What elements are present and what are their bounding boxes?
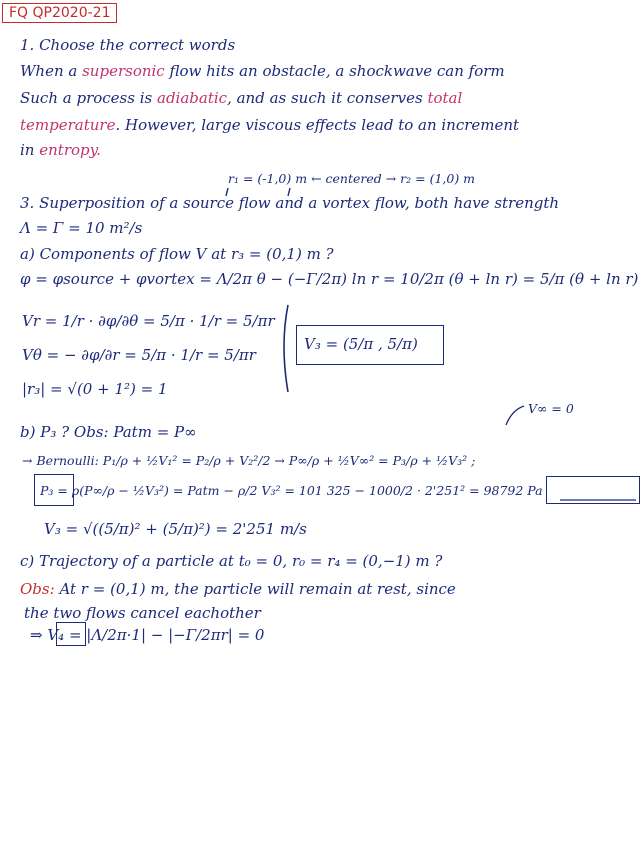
q1-answer-entropy: entropy. bbox=[39, 141, 101, 159]
part-a-title: a) Components of flow V at r₃ = (0,1) m ? bbox=[20, 245, 334, 263]
v3-result: V₃ = (5/π , 5/π) bbox=[304, 335, 418, 353]
r3-magnitude: |r₃| = √(0 + 1²) = 1 bbox=[22, 380, 168, 398]
underline-stroke bbox=[226, 188, 228, 196]
bracket-stroke bbox=[284, 305, 288, 392]
q3-centers: r₁ = (-1,0) m ← centered → r₂ = (1,0) m bbox=[228, 171, 476, 186]
q3-heading: 3. Superposition of a source flow and a vortex flow, both have strength bbox=[20, 194, 560, 212]
phi-equation: φ = φsource + φvortex = Λ/2π θ − (−Γ/2π) ln r = 10/2π (θ + ln r) = 5/π (θ + ln r) bbox=[20, 270, 639, 288]
bernoulli-equation: → Bernoulli: P₁/ρ + ½V₁² = P₂/ρ + V₂²/2 → P∞/ρ + ½V∞² = P₃/ρ + ½V₃² ; bbox=[22, 453, 476, 468]
q1-text: Such a process is bbox=[20, 89, 153, 107]
vr-equation: Vr = 1/r · ∂φ/∂θ = 5/π · 1/r = 5/πr bbox=[22, 312, 275, 330]
q1-answer-adiabatic: adiabatic bbox=[157, 89, 228, 107]
q1-answer-temperature: temperature bbox=[20, 116, 116, 134]
q1-heading: 1. Choose the correct words bbox=[20, 36, 236, 54]
obs-text: At r = (0,1) m, the particle will remain at rest, since bbox=[59, 580, 456, 598]
part-b-title: b) P₃ ? Obs: Patm = P∞ bbox=[20, 423, 197, 441]
q1-answer-supersonic: supersonic bbox=[82, 62, 165, 80]
q1-answer-total: total bbox=[427, 89, 463, 107]
q1-text: in bbox=[20, 141, 35, 159]
v4-equation: ⇒ V₄ = |Λ/2π·1| − |−Γ/2πr| = 0 bbox=[30, 626, 265, 644]
vinf-note: V∞ = 0 bbox=[528, 401, 574, 416]
q1-text: flow hits an obstacle, a shockwave can form bbox=[169, 62, 505, 80]
q1-text: , and as such it conserves bbox=[227, 89, 423, 107]
underline-stroke bbox=[288, 188, 290, 196]
document-tag: FQ QP2020-21 bbox=[2, 3, 117, 23]
part-c-title: c) Trajectory of a particle at t₀ = 0, r₀ = r₄ = (0,−1) m ? bbox=[20, 552, 443, 570]
observation-line-2: the two flows cancel eachother bbox=[24, 604, 261, 622]
v3-magnitude: V₃ = √((5/π)² + (5/π)²) = 2'251 m/s bbox=[44, 520, 307, 538]
q3-strength: Λ = Γ = 10 m²/s bbox=[20, 219, 143, 237]
q1-text: . However, large viscous effects lead to an increment bbox=[115, 116, 520, 134]
arrow-stroke bbox=[506, 406, 524, 425]
vtheta-equation: Vθ = − ∂φ/∂r = 5/π · 1/r = 5/πr bbox=[22, 346, 256, 364]
obs-label: Obs: bbox=[20, 580, 55, 598]
p3-equation: P₃ = ρ(P∞/ρ − ½V₃²) = Patm − ρ/2 V₃² = 101 325 − 1000/2 · 2'251² = 98792 Pa bbox=[40, 483, 543, 498]
q1-text: When a bbox=[20, 62, 78, 80]
